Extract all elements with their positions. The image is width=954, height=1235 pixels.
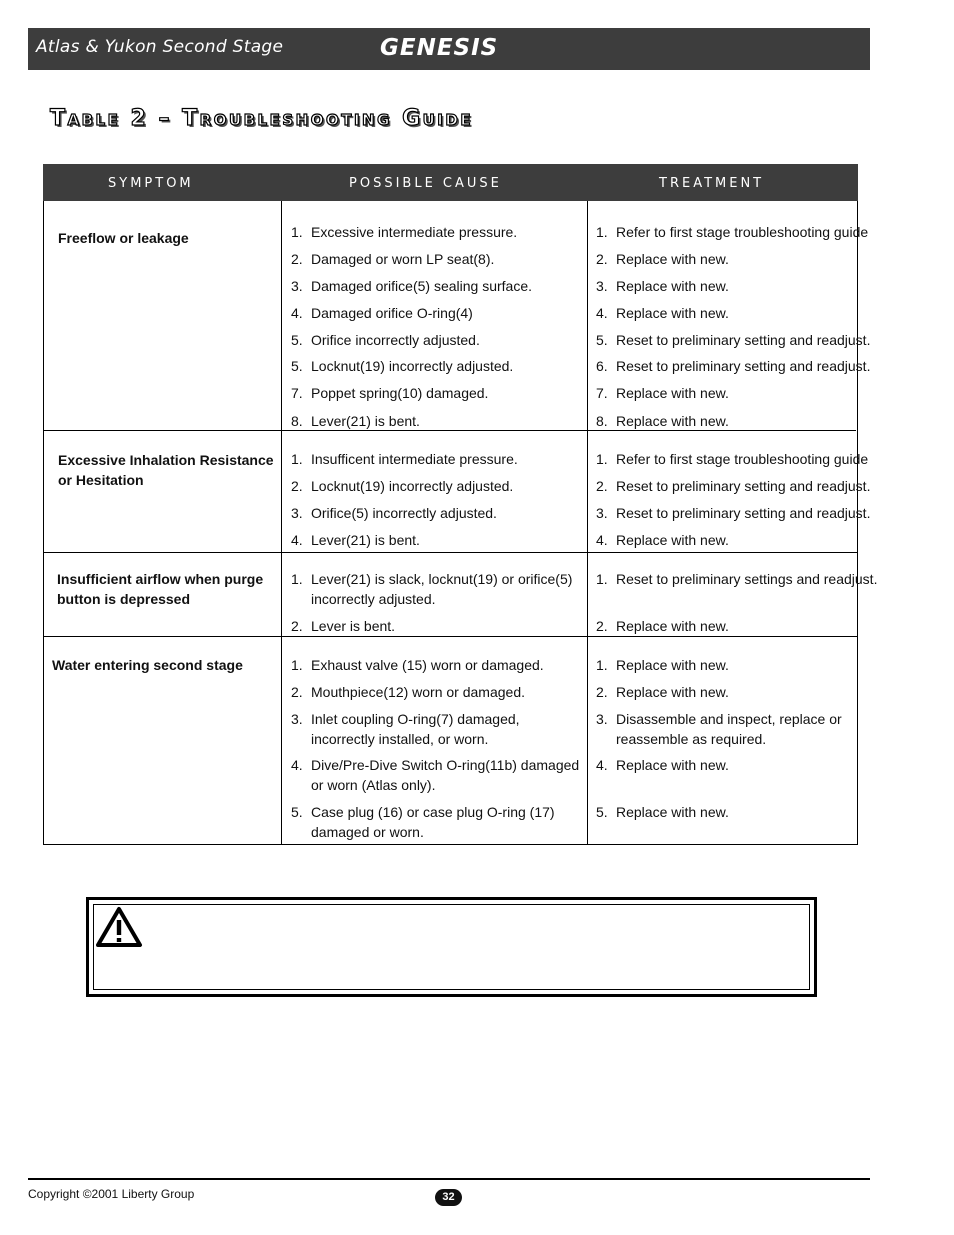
copyright-notice: Copyright ©2001 Liberty Group (28, 1187, 195, 1201)
table-border-right (857, 201, 858, 845)
warning-triangle-icon (95, 906, 143, 948)
symptom-water-entering: Water entering second stage (52, 657, 243, 673)
symptom-freeflow: Freeflow or leakage (58, 230, 189, 246)
column-divider (587, 201, 588, 845)
column-header-symptom: SYMPTOM (108, 176, 194, 191)
symptom-inhalation-resistance: Excessive Inhalation Resistance or Hesitation (58, 452, 274, 488)
row-divider (43, 636, 858, 637)
page-number: 32 (435, 1189, 462, 1206)
table-border-left (43, 201, 44, 845)
footer-rule (28, 1178, 870, 1180)
page-title: Table 2 – Troubleshooting Guide (50, 106, 474, 131)
warning-box (86, 897, 817, 997)
header-bar (28, 28, 870, 70)
table-border-bottom (43, 844, 858, 845)
column-divider (281, 201, 282, 845)
warning-box-inner-border (93, 904, 810, 990)
row-divider (43, 552, 858, 553)
brand-logo: GENESIS (380, 35, 499, 61)
manual-subtitle: Atlas & Yukon Second Stage (36, 37, 284, 57)
table-header (43, 164, 858, 201)
symptom-insufficient-airflow: Insufficient airflow when purge button is depressed (57, 571, 264, 607)
column-header-possible-cause: POSSIBLE CAUSE (349, 176, 502, 191)
row-divider (43, 430, 856, 431)
troubleshooting-table: SYMPTOM POSSIBLE CAUSE TREATMENT Freeflow or leakage 1. Excessive intermediate pressure. 2. Damaged or worn LP seat(8). 3. Damaged orifice(5) sealing surface. 4. Damaged orifice O-ring(4) 5. Orifice incorrectly adjusted. 5. Locknut(19) incorrectly adjusted. 7. Poppet spring(10) damaged. 8. Lever(21) is bent. 1. Refer to first stage troubleshooting guide 2. Replace with new. 3. Replace with new. 4. Replace with new. 5. Reset to preliminary setting and readjust. 6. Reset to preliminary setting and readjust. 7. Replace with new. 8. Replace with new. Excessive Inhalation Resistance or Hesitation 1. Insufficent intermediate pressure. 2. Locknut(19) incorrectly adjusted. 3. Orifice(5) incorrectly adjusted. 4. Lever(21) is bent. 1. Refer to first stage troubleshooting guide 2. Reset to preliminary setting and readjust. 3. Reset to preliminary setting and readjust. 4. Replace with new. Insufficient airflow when purge button is depressed 1. Lever(21) is slack, locknut(19) or orifice(5) incorrectly adjusted. 2. Lever is bent. 1. Reset to preliminary settings and readjust. 2. Replace with new. Water entering second stage 1. Exhaust valve (15) worn or damaged. 2. Mouthpiece(12) worn or damaged. 3. Inlet coupling O-ring(7) damaged, incorrectly installed, or worn. 4. Dive/Pre-Dive Switch O-ring(11b) damaged or worn (Atlas only). 5. Case plug (16) or case plug O-ring (17) damaged or worn. 1. Replace with new. 2. Replace with new. 3. Disassemble and inspect, replace or reassemble as required. 4. Replace with new. 5. Replace with new. (43, 164, 858, 845)
column-header-treatment: TREATMENT (659, 176, 765, 191)
